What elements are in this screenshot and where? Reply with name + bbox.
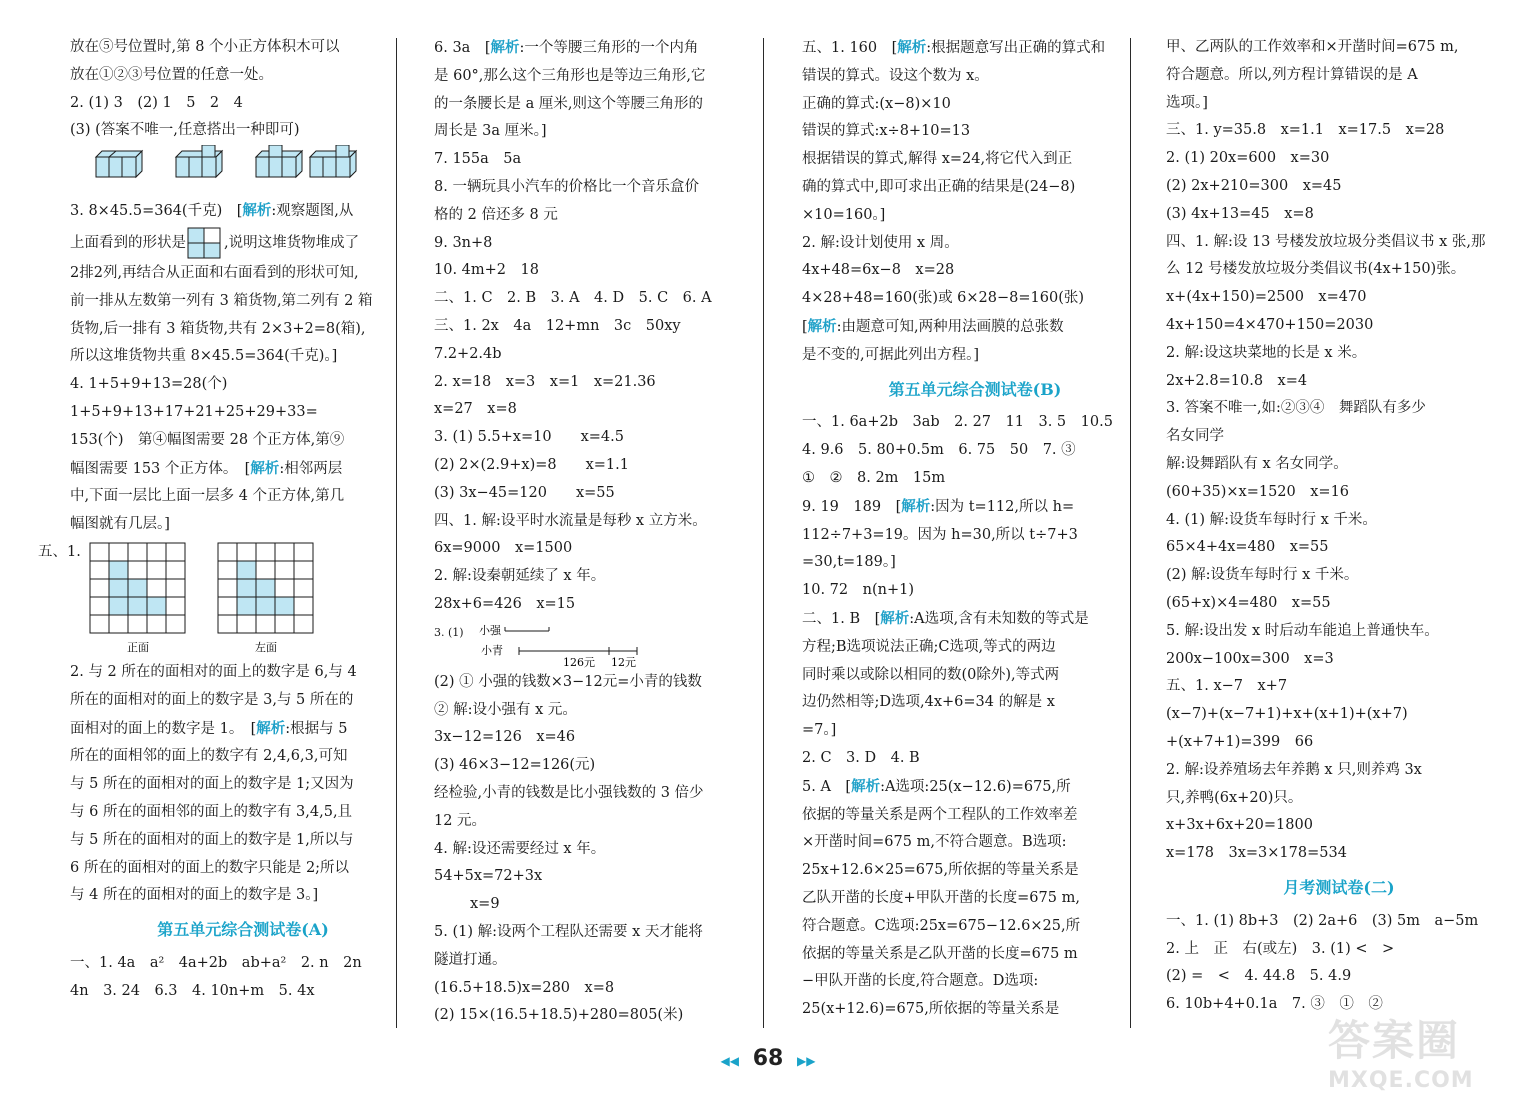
text-line: 4x+150=4×470+150=2030 xyxy=(1166,316,1374,333)
text-line: 格的 2 倍还多 8 元 xyxy=(434,206,558,223)
text-line: (3) (答案不唯一,任意搭出一种即可) xyxy=(70,122,300,139)
watermark-text: 答案圈 xyxy=(1328,1016,1461,1065)
text-line: =7。] xyxy=(802,722,837,739)
text-line: 与 6 所在的面相邻的面上的数字有 3,4,5,且 xyxy=(70,803,353,820)
text-line: 错误的算式。设这个数为 x。 xyxy=(802,67,989,84)
text-line: 经检验,小青的钱数是比小强钱数的 3 倍少 xyxy=(434,784,704,801)
section-title: 第五单元综合测试卷(B) xyxy=(888,379,1062,399)
text-line: 所在的面相对的面上的数字是 3,与 5 所在的 xyxy=(70,691,354,708)
column-4 xyxy=(1166,34,1512,1019)
section-title: 月考测试卷(二) xyxy=(1283,877,1395,897)
text-line: [解析:由题意可知,两种用法画膜的总张数 xyxy=(802,317,1064,335)
text-line: 四、1. 解:设平时水流量是每秒 x 立方米。 xyxy=(434,512,707,529)
text-line: 面相对的面上的数字是 1。 [解析:根据与 5 xyxy=(70,719,348,737)
text-line: −甲队开凿的长度,符合题意。D选项: xyxy=(802,973,1039,990)
text-line: 与 4 所在的面相对的面上的数字是 3。] xyxy=(70,887,319,904)
text-line: 200x−100x=300 x=3 xyxy=(1166,650,1334,667)
text-line: x=178 3x=3×178=534 xyxy=(1166,845,1347,862)
text-line: 与 5 所在的面相对的面上的数字是 1;又因为 xyxy=(70,776,354,793)
text-line: 2. x=18 x=3 x=1 x=21.36 xyxy=(434,373,656,390)
text-line: 7.2+2.4b xyxy=(434,345,502,362)
text-line: x+3x+6x+20=1800 xyxy=(1166,817,1313,834)
text-line: 根据错误的算式,解得 x=24,将它代入到正 xyxy=(802,151,1073,168)
text-line: 153(个) 第④幅图需要 28 个正方体,第⑨ xyxy=(70,431,345,448)
segment-label: 126元 xyxy=(563,655,595,669)
text-line: ×开凿时间=675 m,不符合题意。B选项: xyxy=(802,834,1067,851)
page-footer xyxy=(0,1046,1536,1071)
text-line: 一、1. 6a+2b 3ab 2. 27 11 3. 5 10.5 xyxy=(802,414,1113,431)
text-line: 依据的等量关系是乙队开凿的长度=675 m xyxy=(802,945,1078,962)
page-number: 68 xyxy=(752,1046,784,1071)
text-line: 3. 8×45.5=364(千克) [解析:观察题图,从 xyxy=(70,202,354,220)
text-line: +(x+7+1)=399 66 xyxy=(1166,733,1314,750)
text-line: 5. A [解析:A选项:25(x−12.6)=675,所 xyxy=(802,777,1071,795)
text-line: 65×4+4x=480 x=55 xyxy=(1166,539,1329,556)
text-line: 6x=9000 x=1500 xyxy=(434,540,573,557)
segment-label: 小青 xyxy=(481,643,503,657)
text-line: 前一排从左数第一列有 3 箱货物,第二列有 2 箱 xyxy=(70,292,373,309)
question-number: 五、1. xyxy=(38,543,81,560)
text-line: 符合题意。所以,列方程计算错误的是 A xyxy=(1166,66,1418,83)
text-line: 正确的算式:(x−8)×10 xyxy=(802,95,951,112)
text-line: 幅图需要 153 个正方体。 [解析:相邻两层 xyxy=(70,459,343,477)
text-line: 2. 解:设这块菜地的长是 x 米。 xyxy=(1166,344,1367,361)
text-line: 与 5 所在的面相对的面上的数字是 1,所以与 xyxy=(70,831,354,848)
text-line: 1+5+9+13+17+21+25+29+33= xyxy=(70,403,318,420)
analysis-tag: 解析 xyxy=(242,202,272,220)
text-line: 4. 9.6 5. 80+0.5m 6. 75 50 7. ③ xyxy=(802,442,1076,459)
text-line: (65+x)×4=480 x=55 xyxy=(1166,594,1331,611)
text-line: 25(x+12.6)=675,所依据的等量关系是 xyxy=(802,1001,1060,1018)
text-line: 4. 解:设还需要经过 x 年。 xyxy=(434,840,606,857)
text-line: 112÷7+3=19。因为 h=30,所以 t÷7+3 xyxy=(802,526,1078,543)
text-line: (x−7)+(x−7+1)+x+(x+1)+(x+7) xyxy=(1166,706,1408,723)
text-line: 3. 答案不唯一,如:②③④ 舞蹈队有多少 xyxy=(1166,400,1426,417)
text-line: (2) 2x+210=300 x=45 xyxy=(1166,177,1342,194)
text-line: 么 12 号楼发放垃圾分类倡议书(4x+150)张。 xyxy=(1166,261,1466,278)
text-line: 周长是 3a 厘米。] xyxy=(434,123,547,140)
segment-label: 12元 xyxy=(611,655,636,669)
segment-figure xyxy=(479,619,739,669)
text-line: 9. 3n+8 xyxy=(434,234,493,251)
cube-figures xyxy=(70,145,416,197)
text-line: 3x−12=126 x=46 xyxy=(434,729,576,746)
text-line: 2. 与 2 所在的面相对的面上的数字是 6,与 4 xyxy=(70,663,357,680)
text-line: 4. (1) 解:设货车每时行 x 千米。 xyxy=(1166,511,1377,528)
text-line: (2) 解:设货车每时行 x 千米。 xyxy=(1166,567,1359,584)
watermark-url: MXQE.COM xyxy=(1328,1068,1474,1093)
text-line: 五、1. 160 [解析:根据题意写出正确的算式和 xyxy=(802,39,1106,56)
text-line: 5. (1) 解:设两个工程队还需要 x 天才能将 xyxy=(434,923,703,940)
text-line: 幅图就有几层。] xyxy=(70,516,170,533)
text-line: 解:设舞蹈队有 x 名女同学。 xyxy=(1166,455,1348,472)
text-line: 6. 3a [解析:一个等腰三角形的一个内角 xyxy=(434,39,699,56)
text-line: 54+5x=72+3x xyxy=(434,868,543,885)
text-line: 选项。] xyxy=(1166,94,1208,111)
text-line: 2. 上 正 右(或左) 3. (1) < > xyxy=(1166,940,1395,957)
text-line: 放在①②③号位置的任意一处。 xyxy=(70,66,273,83)
cube-figure-set xyxy=(70,145,370,191)
text-line: 12 元。 xyxy=(434,812,487,829)
grid-label-left: 左面 xyxy=(255,640,277,654)
text-line: 4n 3. 24 6.3 4. 10n+m 5. 4x xyxy=(70,982,315,999)
text-line: (3) 46×3−12=126(元) xyxy=(434,757,596,774)
text-line: 2排2列,再结合从正面和右面看到的形状可知, xyxy=(70,264,359,281)
text-line: 依据的等量关系是两个工程队的工作效率差 xyxy=(802,806,1078,823)
text-line: 货物,后一排有 3 箱货物,共有 2×3+2=8(箱), xyxy=(70,320,366,337)
grid-diagram xyxy=(88,541,348,659)
text-line: x=9 xyxy=(470,896,500,913)
text-line: (60+35)×x=1520 x=16 xyxy=(1166,483,1350,500)
text-line: 28x+6=426 x=15 xyxy=(434,595,576,612)
text-line: 确的算式中,即可求出正确的结果是(24−8) xyxy=(802,178,1076,195)
text-line: 只,养鸭(6x+20)只。 xyxy=(1166,789,1303,806)
text-line: 2. C 3. D 4. B xyxy=(802,749,920,766)
text-line: 2x+2.8=10.8 x=4 xyxy=(1166,372,1308,389)
segment-label: 小强 xyxy=(479,623,501,637)
top-view-shape xyxy=(186,226,224,260)
right-arrow-icon: ▶▶ xyxy=(796,1054,816,1068)
grid-label-front: 正面 xyxy=(127,640,149,654)
text-line: (2) = < 4. 44.8 5. 4.9 xyxy=(1166,968,1352,985)
text-line: ×10=160。] xyxy=(802,206,886,223)
text-line: 一、1. 4a a² 4a+2b ab+a² 2. n 2n xyxy=(70,954,362,971)
text-line: 所在的面相邻的面上的数字有 2,4,6,3,可知 xyxy=(70,748,348,765)
watermark-logo xyxy=(1328,1008,1518,1093)
text-line: 6. 10b+4+0.1a 7. ③ ① ② xyxy=(1166,996,1383,1013)
text-line: x=27 x=8 xyxy=(434,401,517,418)
text-line: 4×28+48=160(张)或 6×28−8=160(张) xyxy=(802,290,1085,307)
line-segment-diagram: 3. (1) 小强 小青 126元 12元 xyxy=(434,619,780,669)
text-line: 10. 4m+2 18 xyxy=(434,262,539,279)
text-line: 10. 72 n(n+1) xyxy=(802,582,914,599)
text-line: 三、1. y=35.8 x=1.1 x=17.5 x=28 xyxy=(1166,122,1445,139)
text-line: 方程;B选项说法正确;C选项,等式的两边 xyxy=(802,638,1056,655)
text-line: 二、1. B [解析:A选项,含有未知数的等式是 xyxy=(802,609,1089,627)
text-line: (2) 15×(16.5+18.5)+280=805(米) xyxy=(434,1007,684,1024)
text-line: 是不变的,可据此列出方程。] xyxy=(802,346,980,363)
text-line: ① ② 8. 2m 15m xyxy=(802,469,946,486)
text-line: 2. 解:设计划使用 x 周。 xyxy=(802,234,959,251)
text-line: 9. 19 189 [解析:因为 t=112,所以 h= xyxy=(802,497,1075,515)
text-line: 二、1. C 2. B 3. A 4. D 5. C 6. A xyxy=(434,290,712,307)
text-line: 上面看到的形状是 ,说明这堆货物堆成了 xyxy=(70,226,416,260)
text-line: 甲、乙两队的工作效率和×开凿时间=675 m, xyxy=(1166,39,1459,55)
left-arrow-icon: ◀◀ xyxy=(720,1054,740,1068)
text-line: 5. 解:设出发 x 时后动车能追上普通快车。 xyxy=(1166,622,1439,639)
text-line: 三、1. 2x 4a 12+mn 3c 50xy xyxy=(434,317,681,334)
text-line: (2) ① 小强的钱数×3−12元=小青的钱数 xyxy=(434,673,702,690)
text-line: 2. 解:设秦朝延续了 x 年。 xyxy=(434,568,606,585)
text-line: 2. (1) 20x=600 x=30 xyxy=(1166,150,1330,167)
text-line: 乙队开凿的长度+甲队开凿的长度=675 m, xyxy=(802,889,1080,906)
text-line: (3) 4x+13=45 x=8 xyxy=(1166,205,1314,222)
text-line: 符合题意。C选项:25x=675−12.6×25,所 xyxy=(802,917,1081,934)
text-line: =30,t=189。] xyxy=(802,554,896,571)
text-line: 8. 一辆玩具小汽车的价格比一个音乐盒价 xyxy=(434,178,699,195)
text-line: 7. 155a 5a xyxy=(434,151,522,168)
text-line: 4x+48=6x−8 x=28 xyxy=(802,262,955,279)
text-line: 所以这堆货物共重 8×45.5=364(千克)。] xyxy=(70,348,338,365)
text-line: 的一条腰长是 a 厘米,则这个等腰三角形的 xyxy=(434,95,703,112)
text-line: 3. (1) 5.5+x=10 x=4.5 xyxy=(434,429,624,446)
text-line: 四、1. 解:设 13 号楼发放垃圾分类倡议书 x 张,那 xyxy=(1166,233,1486,250)
text-line: 五、1. x−7 x+7 xyxy=(1166,678,1288,695)
text-line: (16.5+18.5)x=280 x=8 xyxy=(434,979,615,996)
text-line: (3) 3x−45=120 x=55 xyxy=(434,484,615,501)
text-line: 隧道打通。 xyxy=(434,951,507,968)
text-line: 4. 1+5+9+13=28(个) xyxy=(70,376,228,393)
section-title: 第五单元综合测试卷(A) xyxy=(157,920,329,940)
column-1 xyxy=(38,34,416,1006)
text-line: 放在⑤号位置时,第 8 个小正方体积木可以 xyxy=(70,39,340,55)
view-grids xyxy=(38,539,416,659)
text-line: 中,下面一层比上面一层多 4 个正方体,第几 xyxy=(70,488,345,505)
text-line: 同时乘以或除以相同的数(0除外),等式两 xyxy=(802,666,1060,683)
text-line: 边仍然相等;D选项,4x+6=34 的解是 x xyxy=(802,694,1055,711)
text-line: 错误的算式:x÷8+10=13 xyxy=(802,123,971,140)
text-line: (2) 2×(2.9+x)=8 x=1.1 xyxy=(434,456,629,473)
text-line: 25x+12.6×25=675,所依据的等量关系是 xyxy=(802,862,1079,879)
text-line: ② 解:设小强有 x 元。 xyxy=(434,701,577,718)
column-2 xyxy=(434,34,780,1030)
text-line: 一、1. (1) 8b+3 (2) 2a+6 (3) 5m a−5m xyxy=(1166,912,1479,929)
text-line: 2. (1) 3 (2) 1 5 2 4 xyxy=(70,94,243,111)
text-line: 名女同学 xyxy=(1166,428,1224,445)
text-line: 2. 解:设养殖场去年养鹅 x 只,则养鸡 3x xyxy=(1166,761,1422,778)
text-line: 是 60°,那么这个三角形也是等边三角形,它 xyxy=(434,67,706,84)
text-line: x+(4x+150)=2500 x=470 xyxy=(1166,289,1367,306)
text-line: 6 所在的面相对的面上的数字只能是 2;所以 xyxy=(70,859,350,876)
column-3 xyxy=(802,34,1148,1024)
